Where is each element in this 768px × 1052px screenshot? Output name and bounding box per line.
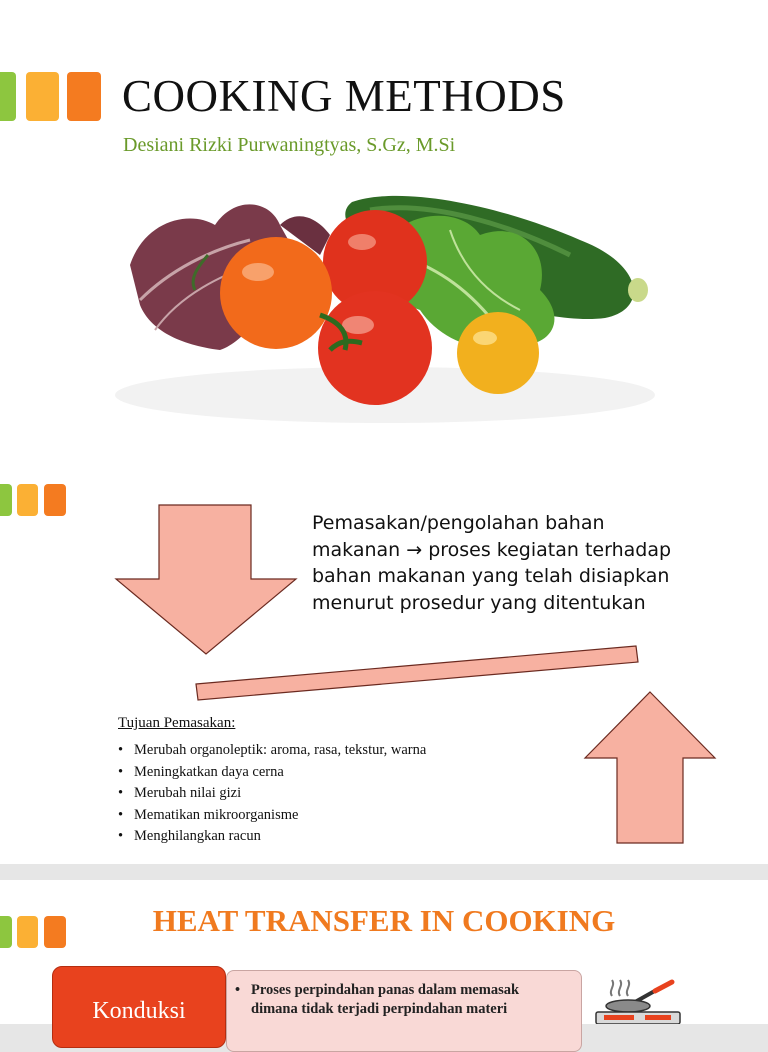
list-item	[118, 826, 426, 848]
konduksi-box	[52, 966, 226, 1048]
bullet: •	[118, 742, 124, 758]
slide-cooking-methods	[0, 0, 768, 448]
goals-heading: Tujuan Pemasakan:	[118, 715, 236, 731]
bullet: •	[118, 785, 124, 801]
description-line: Proses perpindahan panas dalam memasak	[251, 982, 520, 998]
definition-text	[312, 510, 732, 616]
stove-pan-icon	[590, 978, 690, 1024]
goals-list	[118, 740, 426, 848]
goal-text: Merubah organoleptik: aroma, rasa, tekstur, warna	[134, 742, 427, 758]
decor-square-orange	[67, 72, 101, 121]
list-item	[118, 805, 426, 827]
list-item	[118, 740, 426, 762]
definition-line: bahan makanan yang telah disiapkan	[312, 565, 670, 587]
bullet: •	[118, 806, 124, 823]
definition-line: Pemasakan/pengolahan bahan	[312, 512, 605, 534]
author-name: Desiani Rizki Purwaningtyas, S.Gz, M.Si	[123, 134, 456, 156]
definition-line: makanan → proses kegiatan terhadap	[312, 538, 672, 561]
definition-line: menurut prosedur yang ditentukan	[312, 591, 646, 614]
konduksi-label: Konduksi	[92, 998, 186, 1024]
goal-text: Meningkatkan daya cerna	[134, 763, 284, 780]
decor-square-orange	[44, 484, 66, 516]
goal-text: Merubah nilai gizi	[134, 785, 242, 801]
bullet: •	[118, 763, 124, 780]
list-item	[118, 783, 426, 805]
konduksi-description-box	[226, 970, 582, 1052]
bullet: •	[235, 982, 241, 998]
decor-square-yellow	[26, 72, 59, 121]
goal-text: Mematikan mikroorganisme	[134, 806, 299, 823]
vegetables-image	[100, 180, 670, 435]
page-title: COOKING METHODS	[122, 71, 566, 121]
heat-transfer-title: HEAT TRANSFER IN COOKING	[152, 903, 616, 938]
konduksi-description	[235, 981, 571, 1019]
decor-square-yellow	[17, 484, 38, 516]
list-item	[118, 762, 426, 784]
decor-square-green	[0, 72, 16, 121]
decor-square-green	[0, 484, 12, 516]
goal-text: Menghilangkan racun	[134, 828, 261, 844]
bullet: •	[118, 828, 124, 844]
description-line: dimana tidak terjadi perpindahan materi	[251, 1001, 508, 1017]
